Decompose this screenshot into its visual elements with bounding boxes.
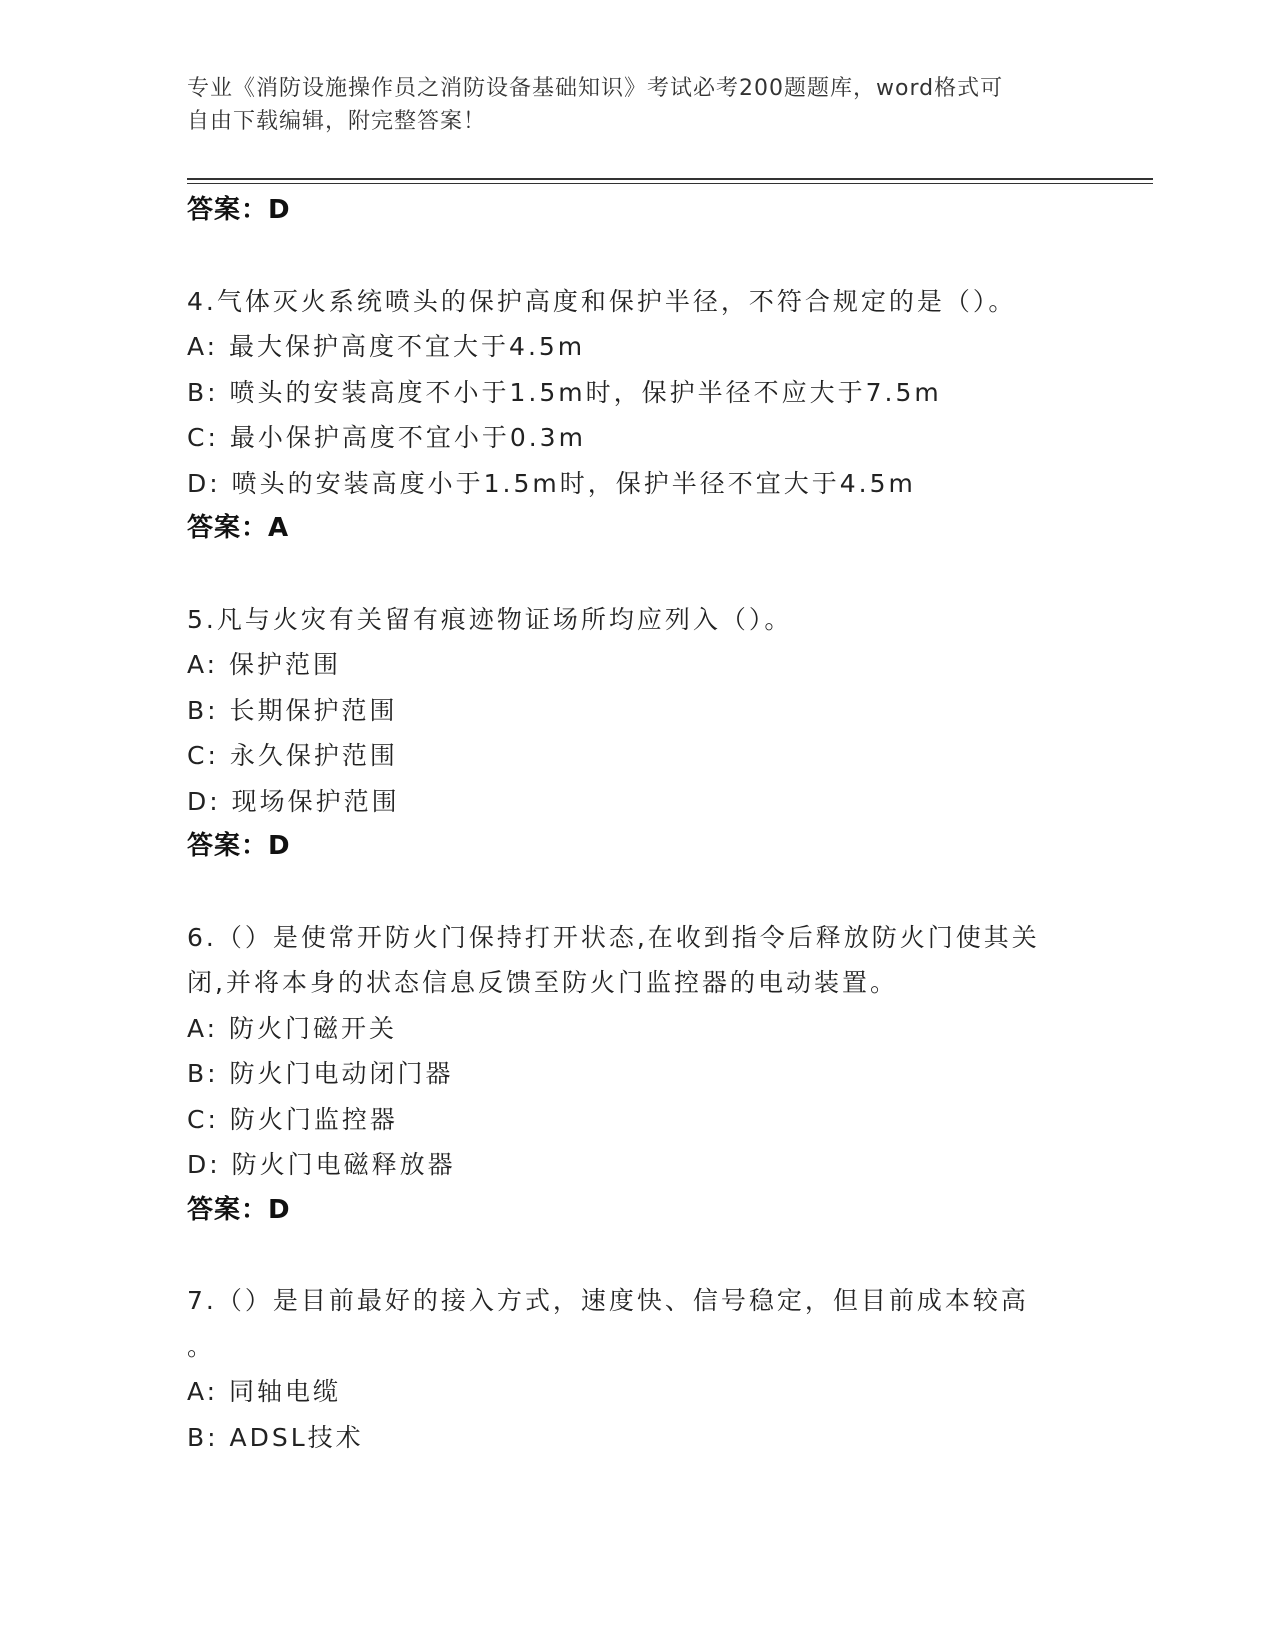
option-b: B: 长期保护范围 [187,695,398,725]
option-c: C: 最小保护高度不宜小于0.3m [187,423,586,452]
answer-line: 答案：A [187,513,290,543]
question-7 [187,1278,1087,1460]
option-a: A: 保护范围 [187,650,342,679]
question-stem-line-1: 6.（）是使常开防火门保持打开状态,在收到指令后释放防火门使其关 [187,922,1040,952]
question-stem-line-1: 7.（）是目前最好的接入方式，速度快、信号稳定，但目前成本较高 [187,1286,1029,1315]
option-b: B: ADSL技术 [187,1422,364,1452]
question-4 [187,279,1087,552]
answer-line: 答案：D [187,195,291,225]
option-a: A: 同轴电缆 [187,1377,342,1406]
header-divider-thick [187,178,1153,180]
answer-line: 答案：D [187,1194,291,1225]
option-a: A: 最大保护高度不宜大于4.5m [187,332,586,361]
question-stem: 5.凡与火灾有关留有痕迹物证场所均应列入（）。 [187,604,793,634]
question-5 [187,597,1087,870]
question-stem-line-2: 闭,并将本身的状态信息反馈至防火门监控器的电动装置。 [187,968,898,997]
option-d: D: 防火门电磁释放器 [187,1150,456,1179]
question-list [187,188,1087,1460]
option-c: C: 防火门监控器 [187,1104,398,1134]
option-b: B: 喷头的安装高度不小于1.5m时，保护半径不应大于7.5m [187,377,942,407]
option-a: A: 防火门磁开关 [187,1013,398,1043]
header-divider-thin [187,183,1153,184]
option-b: B: 防火门电动闭门器 [187,1059,454,1088]
header-line-1: 专业《消防设施操作员之消防设备基础知识》考试必考200题题库，word格式可 [187,76,1004,101]
answer-line: 答案：D [187,831,291,861]
option-d: D: 现场保护范围 [187,786,400,816]
document-header [187,72,1087,138]
option-d: D: 喷头的安装高度小于1.5m时，保护半径不宜大于4.5m [187,468,916,498]
question-6 [187,915,1087,1234]
header-line-2: 自由下载编辑，附完整答案！ [187,109,487,134]
option-c: C: 永久保护范围 [187,741,398,770]
question-stem: 4.气体灭火系统喷头的保护高度和保护半径，不符合规定的是（）。 [187,286,1017,316]
question-stem-line-2: 。 [187,1331,216,1361]
